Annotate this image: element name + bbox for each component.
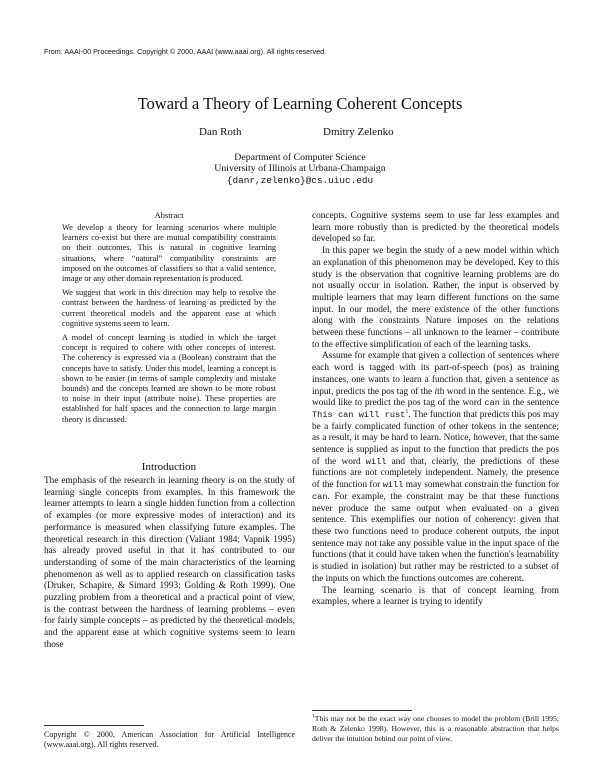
- text-run: . For example, the constraint may be that these functions never produce the same output when evaluated on a given sentence. This exemplifies our notion of coherency: given that these two functions need to produce coherent outputs, the input sentence may not take any possible value in the input space of the functions (that it could have taken when the function's learnability is studied in isolation) but rather may be restricted to a subset of the inputs on which the functions outcomes are coherent.: [312, 491, 559, 584]
- code-word: will: [365, 456, 387, 467]
- code-word: will: [382, 480, 404, 491]
- text-run: Assume for example that given a collection of sentences where each word is tagged with its part-of-speech (pos) as training instances, one wants to learn a function that, given a sentence as input, predicts the pos tag of the: [312, 351, 559, 397]
- header-copyright-note: From: AAAI-00 Proceedings. Copyright © 2000, AAAI (www.aaai.org). All rights reserved.: [44, 47, 327, 56]
- abstract-paragraph: A model of concept learning is studied in which the target concept is required to cohere with other concepts of interest. The coherency is expressed via a (Boolean) constraint that the concepts have to satisfy. Under this model, learning a concept is shown to be easier (in terms of sample complexity and mistake bounds) and the concepts learned are shown to be more robust to noise in their input (attribute noise). These properties are established for half spaces and the connection to large margin theory is discussed.: [62, 333, 276, 424]
- affiliation-university: University of Illinois at Urbana-Champaign: [214, 163, 386, 174]
- abstract-paragraph: We develop a theory for learning scenarios where multiple learners co-exist but there are mutual compatibility constraints on their outcomes. This is natural in cognitive learning situations, where “natural” compatibility constraints are imposed on the outcomes of classifiers so that a valid sentence, image or any other domain representation is produced.: [62, 223, 276, 284]
- text-run: th word in the sentence. E.g., we would like to predict the pos tag of the word: [312, 386, 559, 409]
- text-run: . The function that predicts this pos may be a fairly complicated function of other tokens in the sentence; as a result, it may be hard to learn. Notice, however, that the same sentence is supplied as input to the function that predicts the pos of the word: [312, 409, 560, 467]
- footnote-text: This may not be the exact way one chooses to model the problem (Brill 1995; Roth & Zelenko 1998). However, this is a reasonable abstraction that helps deliver the intuition behind our point of view.: [312, 714, 559, 743]
- code-word: can: [312, 491, 328, 502]
- body-paragraph: [312, 351, 559, 585]
- abstract-paragraph: We suggest that work in this direction may help to resolve the contrast between the hardness of learning as predicted by the current theoretical models and the apparent ease at which cognitive systems seem to learn.: [62, 288, 276, 328]
- code-sentence: This can will rust: [312, 409, 406, 420]
- footnote: [312, 714, 559, 744]
- code-word: can: [484, 398, 500, 409]
- text-run: and that, clearly, the predictions of these functions are not completely independent. Namely, the presence of the function for: [312, 456, 560, 491]
- introduction-heading: Introduction: [141, 461, 197, 473]
- math-index: i: [434, 386, 438, 397]
- copyright-footnote: Copyright © 2000, American Association for Artificial Intelligence (www.aaai.org). All rights reserved.: [44, 730, 295, 749]
- body-paragraph: The learning scenario is that of concept learning from examples, where a learner is trying to identify: [312, 585, 559, 608]
- author-email: {danr,zelenko}@cs.uiuc.edu: [226, 175, 374, 186]
- body-paragraph: The emphasis of the research in learning theory is on the study of learning single concepts from examples. In this framework the learner attempts to learn a single hidden function from a collection of examples (or more expressive modes of interaction) and its performance is measured when classifying future examples. The theoretical research in this direction (Valiant 1984; Vapnik 1995) has already proved useful in that it has contributed to our understanding of some of the main characteristics of the learning phenomenon as well as to applied research on classification tasks (Druker, Schapire, & Simard 1993; Golding & Roth 1999). One puzzling problem from a theoretical and a practical point of view, is the contrast between the hardness of learning problems – even for fairly simple concepts – as predicted by the theoretical models, and the apparent ease at which cognitive systems seem to learn those: [44, 476, 295, 650]
- footnote-mark: 1: [405, 408, 409, 415]
- author-name: Dan Roth: [199, 126, 242, 138]
- paper-title: Toward a Theory of Learning Coherent Concepts: [137, 94, 463, 113]
- abstract-body: [62, 223, 276, 429]
- introduction-body: [44, 476, 295, 652]
- footnote-number: 1: [312, 713, 315, 720]
- footnote-rule: [312, 710, 412, 711]
- body-paragraph: In this paper we begin the study of a new model within which an explanation of this phenomenon may be developed. Key to this study is the observation that cognitive learning problems are do not usually occur in isolation. Rather, the input is observed by multiple learners that may learn different functions on the same input. In our model, the mere existence of the other functions along with the constraints Nature imposes on the relations between these functions – all unknown to the learner – contribute to the effective simplification of each of the learning tasks.: [312, 246, 559, 350]
- body-paragraph: concepts. Cognitive systems seem to use far less examples and learn more robustly than is predicted by the theoretical models developed so far.: [312, 211, 559, 245]
- abstract-heading: Abstract: [154, 210, 184, 220]
- footnote-rule: [44, 725, 144, 726]
- text-run: in the sentence: [499, 398, 559, 409]
- author-name: Dmitry Zelenko: [323, 126, 394, 138]
- text-run: may somewhat constrain the function for: [403, 480, 559, 491]
- affiliation-department: Department of Computer Science: [234, 152, 366, 163]
- right-column-body: [312, 211, 559, 609]
